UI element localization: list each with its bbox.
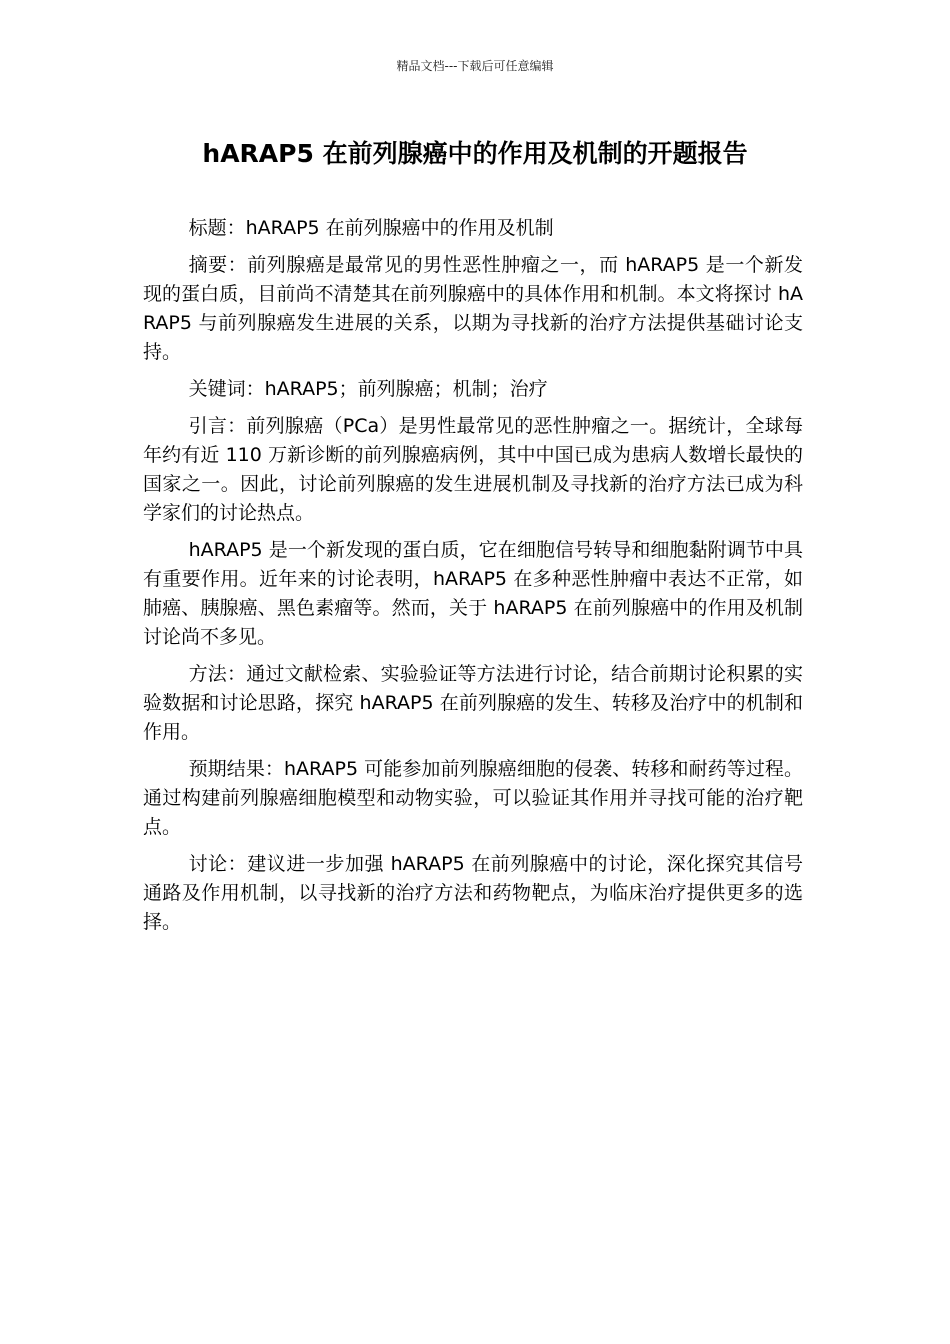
paragraph-discussion: 讨论：建议进一步加强 hARAP5 在前列腺癌中的讨论，深化探究其信号通路及作用机制，以寻找新的治疗方法和药物靶点，为临床治疗提供更多的选择。 (143, 853, 803, 933)
document-body (143, 214, 803, 945)
paragraph-title: 标题：hARAP5 在前列腺癌中的作用及机制 (188, 217, 554, 239)
paragraph-keywords: 关键词：hARAP5；前列腺癌；机制；治疗 (188, 378, 548, 400)
document-title: hARAP5 在前列腺癌中的作用及机制的开题报告 (202, 139, 748, 168)
paragraph-expected-results: 预期结果：hARAP5 可能参加前列腺癌细胞的侵袭、转移和耐药等过程。通过构建前列腺癌细胞模型和动物实验，可以验证其作用并寻找可能的治疗靶点。 (143, 758, 803, 838)
paragraph-background: hARAP5 是一个新发现的蛋白质，它在细胞信号转导和细胞黏附调节中具有重要作用。近年来的讨论表明，hARAP5 在多种恶性肿瘤中表达不正常，如肺癌、胰腺癌、黑色素瘤等。然而，关于 hARAP5 在前列腺癌中的作用及机制讨论尚不多见。 (143, 539, 803, 648)
page-header: 精品文档---下载后可任意编辑 (396, 59, 554, 73)
paragraph-methods: 方法：通过文献检索、实验验证等方法进行讨论，结合前期讨论积累的实验数据和讨论思路，探究 hARAP5 在前列腺癌的发生、转移及治疗中的机制和作用。 (143, 663, 803, 743)
paragraph-abstract: 摘要：前列腺癌是最常见的男性恶性肿瘤之一，而 hARAP5 是一个新发现的蛋白质，目前尚不清楚其在前列腺癌中的具体作用和机制。本文将探讨 hARAP5 与前列腺癌发生进展的关系，以期为寻找新的治疗方法提供基础讨论支持。 (143, 254, 803, 363)
paragraph-introduction: 引言：前列腺癌（PCa）是男性最常见的恶性肿瘤之一。据统计，全球每年约有近 110 万新诊断的前列腺癌病例，其中中国已成为患病人数增长最快的国家之一。因此，讨论前列腺癌的发生进展机制及寻找新的治疗方法已成为科学家们的讨论热点。 (143, 415, 803, 524)
